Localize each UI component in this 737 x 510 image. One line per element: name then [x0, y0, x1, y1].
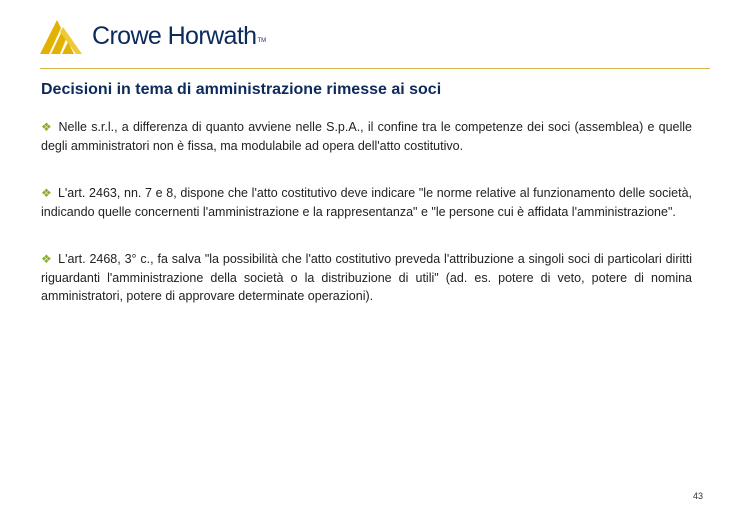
crowe-horwath-logo-icon — [40, 16, 82, 54]
bullet-text: L'art. 2468, 3° c., fa salva "la possibilità che l'atto costitutivo preveda l'attribuzione a singoli soci di particolari diritti riguardanti l'amministrazione della società o la distribuzione di utili" (ad. es. potere di veto, potere di nomina amministratori, potere di approvare determinate operazioni). — [41, 252, 692, 303]
page-title: Decisioni in tema di amministrazione rimesse ai soci — [41, 81, 442, 98]
company-logo — [40, 14, 266, 56]
bullet-text: Nelle s.r.l., a differenza di quanto avviene nelle S.p.A., il confine tra le competenze dei soci (assemblea) e quelle degli amministratori non è fissa, ma modulabile ad opera dell'atto costitutivo. — [41, 120, 692, 153]
list-item — [41, 184, 692, 221]
list-item — [41, 250, 692, 306]
page-number: 43 — [692, 491, 703, 501]
diamond-bullet-icon: ❖ — [41, 120, 53, 134]
list-item — [41, 118, 692, 155]
bullet-list — [41, 118, 692, 306]
diamond-bullet-icon: ❖ — [41, 252, 53, 266]
header-divider — [40, 68, 710, 69]
bullet-text: L'art. 2463, nn. 7 e 8, dispone che l'atto costitutivo deve indicare "le norme relative al funzionamento delle società, indicando quelle concernenti l'amministrazione e la rappresentanza" e "le persone cui è affidata l'amministrazione". — [41, 186, 693, 219]
logo-trademark: TM — [257, 38, 267, 44]
diamond-bullet-icon: ❖ — [41, 186, 52, 200]
logo-wordmark: Crowe Horwath — [92, 21, 257, 50]
